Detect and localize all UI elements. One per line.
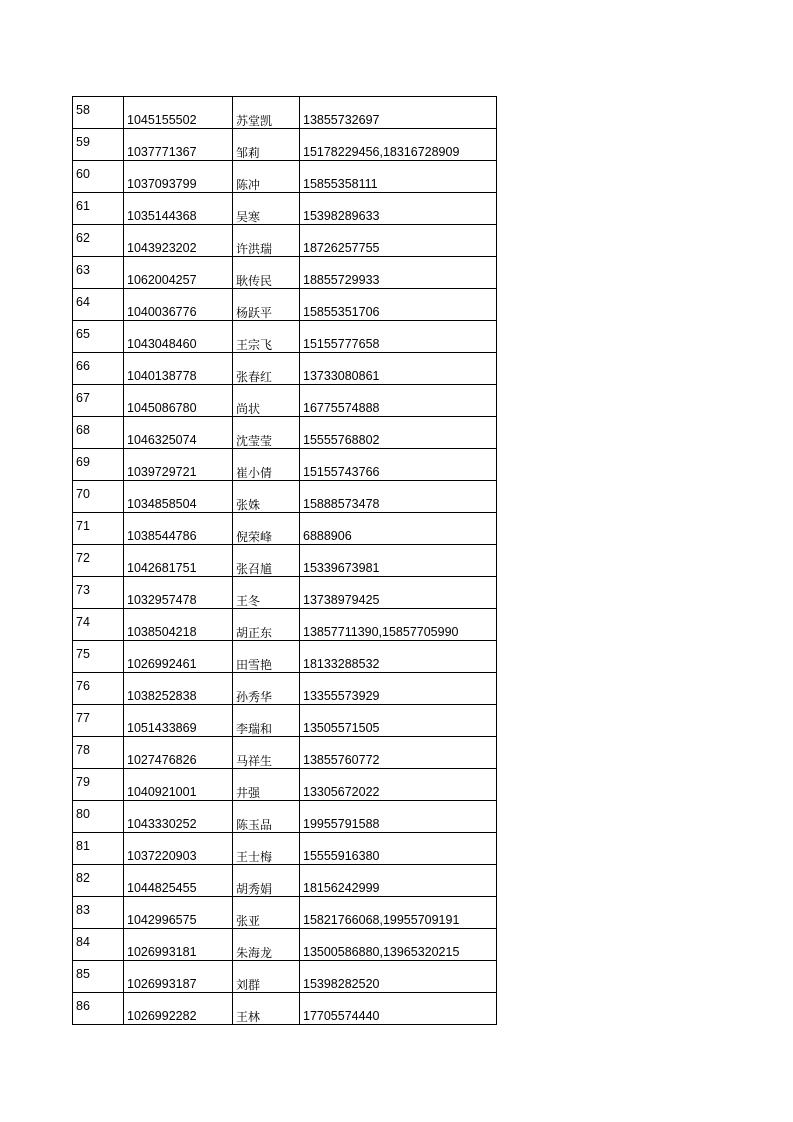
phone-cell: 16775574888 — [300, 385, 497, 417]
name-cell: 杨跃平 — [233, 289, 300, 321]
name-cell: 沈莹莹 — [233, 417, 300, 449]
row-number-cell: 82 — [73, 865, 124, 897]
phone-cell: 13855760772 — [300, 737, 497, 769]
table-row — [73, 513, 497, 545]
row-number-cell: 61 — [73, 193, 124, 225]
row-number-cell: 76 — [73, 673, 124, 705]
row-number-cell: 71 — [73, 513, 124, 545]
name-cell: 李瑞和 — [233, 705, 300, 737]
id-cell: 1062004257 — [124, 257, 233, 289]
name-cell: 王宗飞 — [233, 321, 300, 353]
id-cell: 1042681751 — [124, 545, 233, 577]
phone-cell: 18726257755 — [300, 225, 497, 257]
phone-cell: 13505571505 — [300, 705, 497, 737]
table-row — [73, 161, 497, 193]
row-number-cell: 70 — [73, 481, 124, 513]
phone-cell: 15855358111 — [300, 161, 497, 193]
row-number-cell: 64 — [73, 289, 124, 321]
row-number-cell: 69 — [73, 449, 124, 481]
table-row — [73, 97, 497, 129]
id-cell: 1037771367 — [124, 129, 233, 161]
table-row — [73, 609, 497, 641]
id-cell: 1026992282 — [124, 993, 233, 1025]
table-row — [73, 769, 497, 801]
row-number-cell: 59 — [73, 129, 124, 161]
name-cell: 吴寒 — [233, 193, 300, 225]
table-row — [73, 353, 497, 385]
table-row — [73, 673, 497, 705]
table-row — [73, 641, 497, 673]
phone-cell: 15339673981 — [300, 545, 497, 577]
table-row — [73, 801, 497, 833]
name-cell: 陈玉品 — [233, 801, 300, 833]
id-cell: 1037093799 — [124, 161, 233, 193]
name-cell: 苏堂凯 — [233, 97, 300, 129]
table-row — [73, 129, 497, 161]
table-row — [73, 385, 497, 417]
id-cell: 1046325074 — [124, 417, 233, 449]
phone-cell: 18156242999 — [300, 865, 497, 897]
name-cell: 孙秀华 — [233, 673, 300, 705]
id-cell: 1040036776 — [124, 289, 233, 321]
name-cell: 田雪艳 — [233, 641, 300, 673]
name-cell: 张春红 — [233, 353, 300, 385]
name-cell: 倪荣峰 — [233, 513, 300, 545]
phone-cell: 15398289633 — [300, 193, 497, 225]
phone-cell: 15555916380 — [300, 833, 497, 865]
row-number-cell: 60 — [73, 161, 124, 193]
table-row — [73, 481, 497, 513]
name-cell: 许洪瑞 — [233, 225, 300, 257]
name-cell: 王冬 — [233, 577, 300, 609]
table-row — [73, 865, 497, 897]
id-cell: 1042996575 — [124, 897, 233, 929]
id-cell: 1044825455 — [124, 865, 233, 897]
table-row — [73, 993, 497, 1025]
id-cell: 1037220903 — [124, 833, 233, 865]
phone-cell: 19955791588 — [300, 801, 497, 833]
row-number-cell: 77 — [73, 705, 124, 737]
id-cell: 1026993181 — [124, 929, 233, 961]
id-cell: 1038252838 — [124, 673, 233, 705]
phone-cell: 6888906 — [300, 513, 497, 545]
id-cell: 1040921001 — [124, 769, 233, 801]
row-number-cell: 75 — [73, 641, 124, 673]
id-cell: 1040138778 — [124, 353, 233, 385]
row-number-cell: 78 — [73, 737, 124, 769]
id-cell: 1051433869 — [124, 705, 233, 737]
table-row — [73, 449, 497, 481]
id-cell: 1039729721 — [124, 449, 233, 481]
table-row — [73, 257, 497, 289]
id-cell: 1045155502 — [124, 97, 233, 129]
phone-cell: 17705574440 — [300, 993, 497, 1025]
row-number-cell: 74 — [73, 609, 124, 641]
id-cell: 1043048460 — [124, 321, 233, 353]
id-cell: 1035144368 — [124, 193, 233, 225]
phone-cell: 13738979425 — [300, 577, 497, 609]
name-cell: 邹莉 — [233, 129, 300, 161]
row-number-cell: 80 — [73, 801, 124, 833]
row-number-cell: 81 — [73, 833, 124, 865]
id-cell: 1043330252 — [124, 801, 233, 833]
phone-cell: 18855729933 — [300, 257, 497, 289]
table-row — [73, 833, 497, 865]
name-cell: 张召馗 — [233, 545, 300, 577]
id-cell: 1038544786 — [124, 513, 233, 545]
name-cell: 崔小倩 — [233, 449, 300, 481]
phone-cell: 13500586880,13965320215 — [300, 929, 497, 961]
id-cell: 1026992461 — [124, 641, 233, 673]
phone-cell: 15155777658 — [300, 321, 497, 353]
id-cell: 1034858504 — [124, 481, 233, 513]
id-cell: 1043923202 — [124, 225, 233, 257]
table-row — [73, 289, 497, 321]
table-row — [73, 961, 497, 993]
name-cell: 张亚 — [233, 897, 300, 929]
row-number-cell: 79 — [73, 769, 124, 801]
phone-cell: 13355573929 — [300, 673, 497, 705]
name-cell: 王林 — [233, 993, 300, 1025]
name-cell: 井强 — [233, 769, 300, 801]
row-number-cell: 58 — [73, 97, 124, 129]
phone-cell: 13733080861 — [300, 353, 497, 385]
id-cell: 1026993187 — [124, 961, 233, 993]
table-row — [73, 577, 497, 609]
name-cell: 胡秀娟 — [233, 865, 300, 897]
name-cell: 刘群 — [233, 961, 300, 993]
name-cell: 朱海龙 — [233, 929, 300, 961]
row-number-cell: 63 — [73, 257, 124, 289]
name-cell: 耿传民 — [233, 257, 300, 289]
name-cell: 马祥生 — [233, 737, 300, 769]
table-row — [73, 545, 497, 577]
name-cell: 陈冲 — [233, 161, 300, 193]
phone-cell: 15855351706 — [300, 289, 497, 321]
row-number-cell: 66 — [73, 353, 124, 385]
table-row — [73, 321, 497, 353]
table-row — [73, 897, 497, 929]
phone-cell: 15821766068,19955709191 — [300, 897, 497, 929]
phone-cell: 13857711390,15857705990 — [300, 609, 497, 641]
table-row — [73, 225, 497, 257]
id-cell: 1027476826 — [124, 737, 233, 769]
table-row — [73, 417, 497, 449]
row-number-cell: 73 — [73, 577, 124, 609]
table-row — [73, 929, 497, 961]
row-number-cell: 62 — [73, 225, 124, 257]
table-body — [73, 97, 497, 1025]
phone-cell: 15155743766 — [300, 449, 497, 481]
row-number-cell: 67 — [73, 385, 124, 417]
phone-cell: 15178229456,18316728909 — [300, 129, 497, 161]
table-row — [73, 705, 497, 737]
table-row — [73, 193, 497, 225]
row-number-cell: 85 — [73, 961, 124, 993]
phone-cell: 15555768802 — [300, 417, 497, 449]
id-cell: 1038504218 — [124, 609, 233, 641]
row-number-cell: 72 — [73, 545, 124, 577]
name-cell: 尚状 — [233, 385, 300, 417]
id-cell: 1032957478 — [124, 577, 233, 609]
phone-cell: 13305672022 — [300, 769, 497, 801]
contact-table — [72, 96, 497, 1025]
phone-cell: 18133288532 — [300, 641, 497, 673]
phone-cell: 15398282520 — [300, 961, 497, 993]
id-cell: 1045086780 — [124, 385, 233, 417]
name-cell: 张姝 — [233, 481, 300, 513]
row-number-cell: 86 — [73, 993, 124, 1025]
row-number-cell: 65 — [73, 321, 124, 353]
name-cell: 胡正东 — [233, 609, 300, 641]
name-cell: 王士梅 — [233, 833, 300, 865]
phone-cell: 15888573478 — [300, 481, 497, 513]
row-number-cell: 84 — [73, 929, 124, 961]
row-number-cell: 83 — [73, 897, 124, 929]
row-number-cell: 68 — [73, 417, 124, 449]
table-row — [73, 737, 497, 769]
phone-cell: 13855732697 — [300, 97, 497, 129]
